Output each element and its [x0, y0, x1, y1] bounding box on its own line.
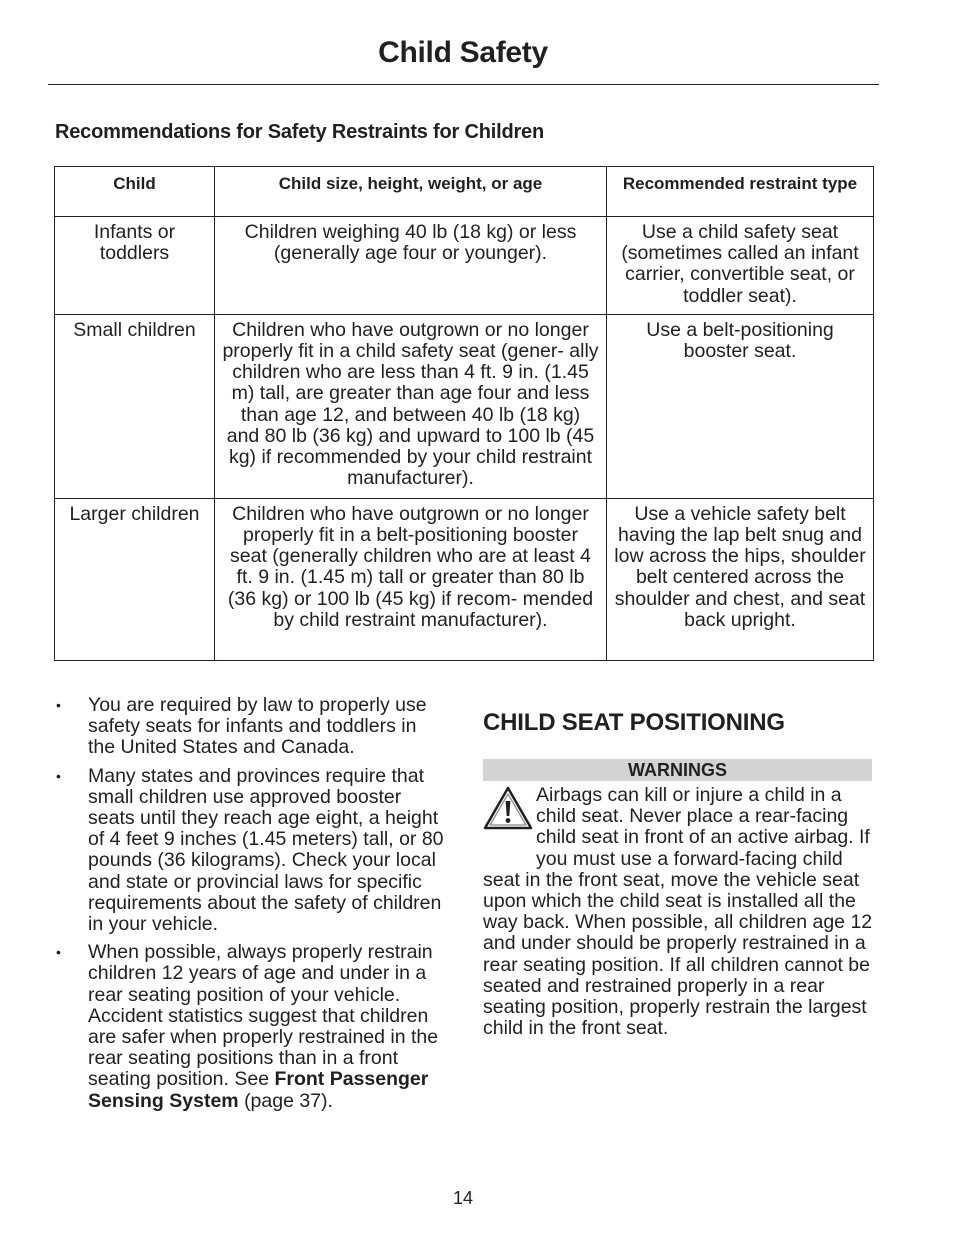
cell-size: Children who have outgrown or no longer properly fit in a child safety seat (gener- ally children who are less than 4 ft. 9 in. (1.45 m) tall, are greater than age four and less than age 12, and between 40 lb (18 kg) and 80 lb (36 kg) and upward to 100 lb (45 kg) if recommended by your child restraint manufacturer).: [215, 314, 607, 498]
table-row: [55, 217, 874, 315]
column-header-restraint: Recommended restraint type: [607, 167, 874, 217]
section-heading: Recommendations for Safety Restraints for Children: [55, 121, 544, 143]
cell-child: Infants or toddlers: [55, 217, 215, 315]
title-divider: [48, 84, 879, 85]
cell-child: Small children: [55, 314, 215, 498]
cell-size: Children weighing 40 lb (18 kg) or less (generally age four or younger).: [215, 217, 607, 315]
list-item: [54, 942, 446, 1112]
bullet-marker: •: [56, 767, 61, 784]
page-reference: (page 37).: [244, 1089, 333, 1112]
child-seat-positioning-heading: CHILD SEAT POSITIONING: [483, 709, 785, 736]
cell-restraint: Use a vehicle safety belt having the lap belt snug and low across the hips, shoulder belt centered across the shoulder and chest, and seat back upright.: [607, 498, 874, 660]
cell-size: Children who have outgrown or no longer properly fit in a belt-positioning booster seat (generally children who are at least 4 ft. 9 in. (1.45 m) tall or greater than 80 lb (36 kg) or 100 lb (45 kg) if recom- mended by child restraint manufacturer).: [215, 498, 607, 660]
table-row: [55, 314, 874, 498]
warning-text: Airbags can kill or injure a child in a child seat. Never place a rear-facing child seat in front of an active airbag. If you must use a forward-facing child seat in the front seat, move the vehicle seat upon which the child seat is installed all the way back. When possible, all children age 12 and under should be properly restrained in a rear seating position. If all children cannot be seated and restrained properly in a rear seating position, properly restrain the largest child in the front seat.: [483, 784, 873, 1040]
page-title: Child Safety: [378, 36, 548, 69]
list-item-text: You are required by law to properly use safety seats for infants and toddlers in the United States and Canada.: [88, 694, 427, 759]
cell-restraint: Use a child safety seat (sometimes called an infant carrier, convertible seat, or toddler seat).: [607, 217, 874, 315]
page-number: 14: [452, 1188, 474, 1208]
column-header-child: Child: [55, 167, 215, 217]
bullet-marker: •: [56, 697, 61, 713]
cell-restraint: Use a belt-positioning booster seat.: [607, 314, 874, 498]
bullet-list: [54, 695, 446, 1119]
cross-reference-link[interactable]: Front Passenger Sensing System: [88, 1068, 429, 1112]
table-row: [55, 498, 874, 660]
bullet-marker: •: [56, 944, 61, 961]
cell-child: Larger children: [55, 498, 215, 660]
list-item: [54, 695, 446, 759]
table-header-row: [55, 167, 874, 217]
restraint-table: [54, 166, 874, 661]
list-item-text: Many states and provinces require that small children use approved booster seats until they reach age eight, a height of 4 feet 9 inches (1.45 meters) tall, or 80 pounds (36 kilograms). Check your local and state or provincial laws for specific requirements about the safety of children in your vehicle.: [88, 764, 444, 936]
column-header-size: Child size, height, weight, or age: [215, 167, 607, 217]
list-item-text: When possible, always properly restrain children 12 years of age and under in a rear seating position of your vehicle. Accident statistics suggest that children are safer when properly restrained in the rear seating positions than in a front seating position. See: [88, 941, 439, 1091]
list-item: [54, 766, 446, 936]
warning-text-block: [483, 785, 875, 1039]
warnings-bar: WARNINGS: [483, 759, 872, 781]
